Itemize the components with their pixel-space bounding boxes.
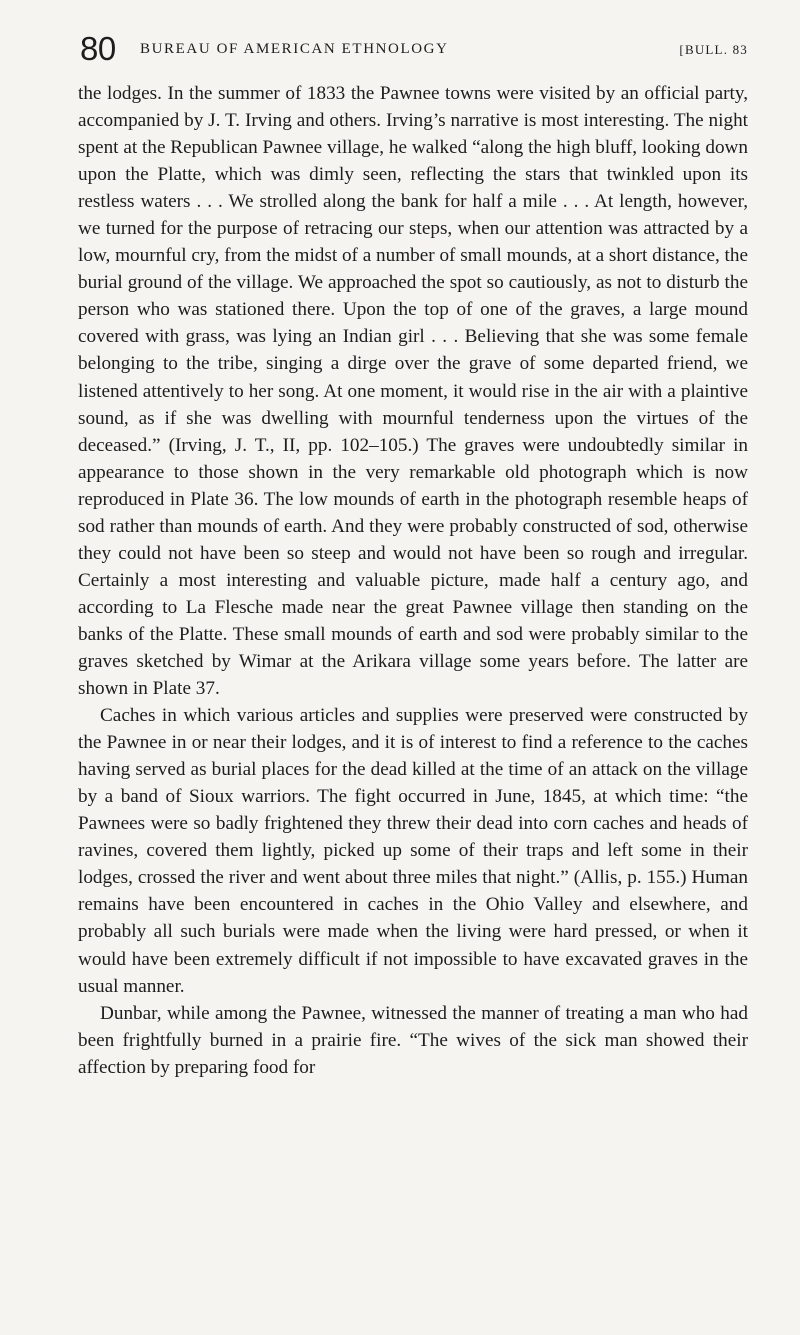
running-title: BUREAU OF AMERICAN ETHNOLOGY <box>140 41 449 57</box>
paragraph: Caches in which various articles and supplies were preserved were constructed by the Pawnee in or near their lodges, and it is of interest to find a reference to the caches having served as burial places for the dead killed at the time of an attack on the village by a band of Sioux warriors. The fight occurred in June, 1845, at which time: “the Pawnees were so badly frightened they threw their dead into corn caches and heads of ravines, covered them lightly, picked up some of their traps and left some in their lodges, crossed the river and went about three miles that night.” (Allis, p. 155.) Human remains have been encountered in caches in the Ohio Valley and elsewhere, and probably all such burials were made when the living were hard pressed, or when it would have been extremely difficult if not impossible to have excavated graves in the usual manner. <box>78 705 748 997</box>
running-head <box>78 30 748 80</box>
bulletin-reference: [BULL. 83 <box>679 42 748 57</box>
body-text <box>78 80 748 1081</box>
paragraph: Dunbar, while among the Pawnee, witnessed the manner of treating a man who had been frightfully burned in a prairie fire. “The wives of the sick man showed their affection by preparing food for <box>78 1002 748 1078</box>
page-number: 80 <box>80 30 116 67</box>
paragraph: the lodges. In the summer of 1833 the Pawnee towns were visited by an official party, accompanied by J. T. Irving and others. Irving’s narrative is most interesting. The night spent at the Republican Pawnee village, he walked “along the high bluff, looking down upon the Platte, which was dimly seen, reflecting the stars that twinkled upon its restless waters . . . We strolled along the bank for half a mile . . . At length, however, we turned for the purpose of retracing our steps, when our attention was attracted by a low, mournful cry, from the midst of a number of small mounds, at a short distance, the burial ground of the village. We approached the spot so cautiously, as not to disturb the person who was stationed there. Upon the top of one of the graves, a large mound covered with grass, was lying an Indian girl . . . Believing that she was some female belonging to the tribe, singing a dirge over the grave of some departed friend, we listened attentively to her song. At one moment, it would rise in the air with a plaintive sound, as if she was dwelling with mournful tenderness upon the virtues of the deceased.” (Irving, J. T., II, pp. 102–105.) The graves were undoubtedly similar in appearance to those shown in the very remarkable old photograph which is now reproduced in Plate 36. The low mounds of earth in the photograph resemble heaps of sod rather than mounds of earth. And they were probably constructed of sod, otherwise they could not have been so steep and would not have been so rough and irregular. Certainly a most interesting and valuable picture, made half a century ago, and according to La Flesche made near the great Pawnee village then standing on the banks of the Platte. These small mounds of earth and sod were probably similar to the graves sketched by Wimar at the Arikara village some years before. The latter are shown in Plate 37. <box>78 83 748 700</box>
